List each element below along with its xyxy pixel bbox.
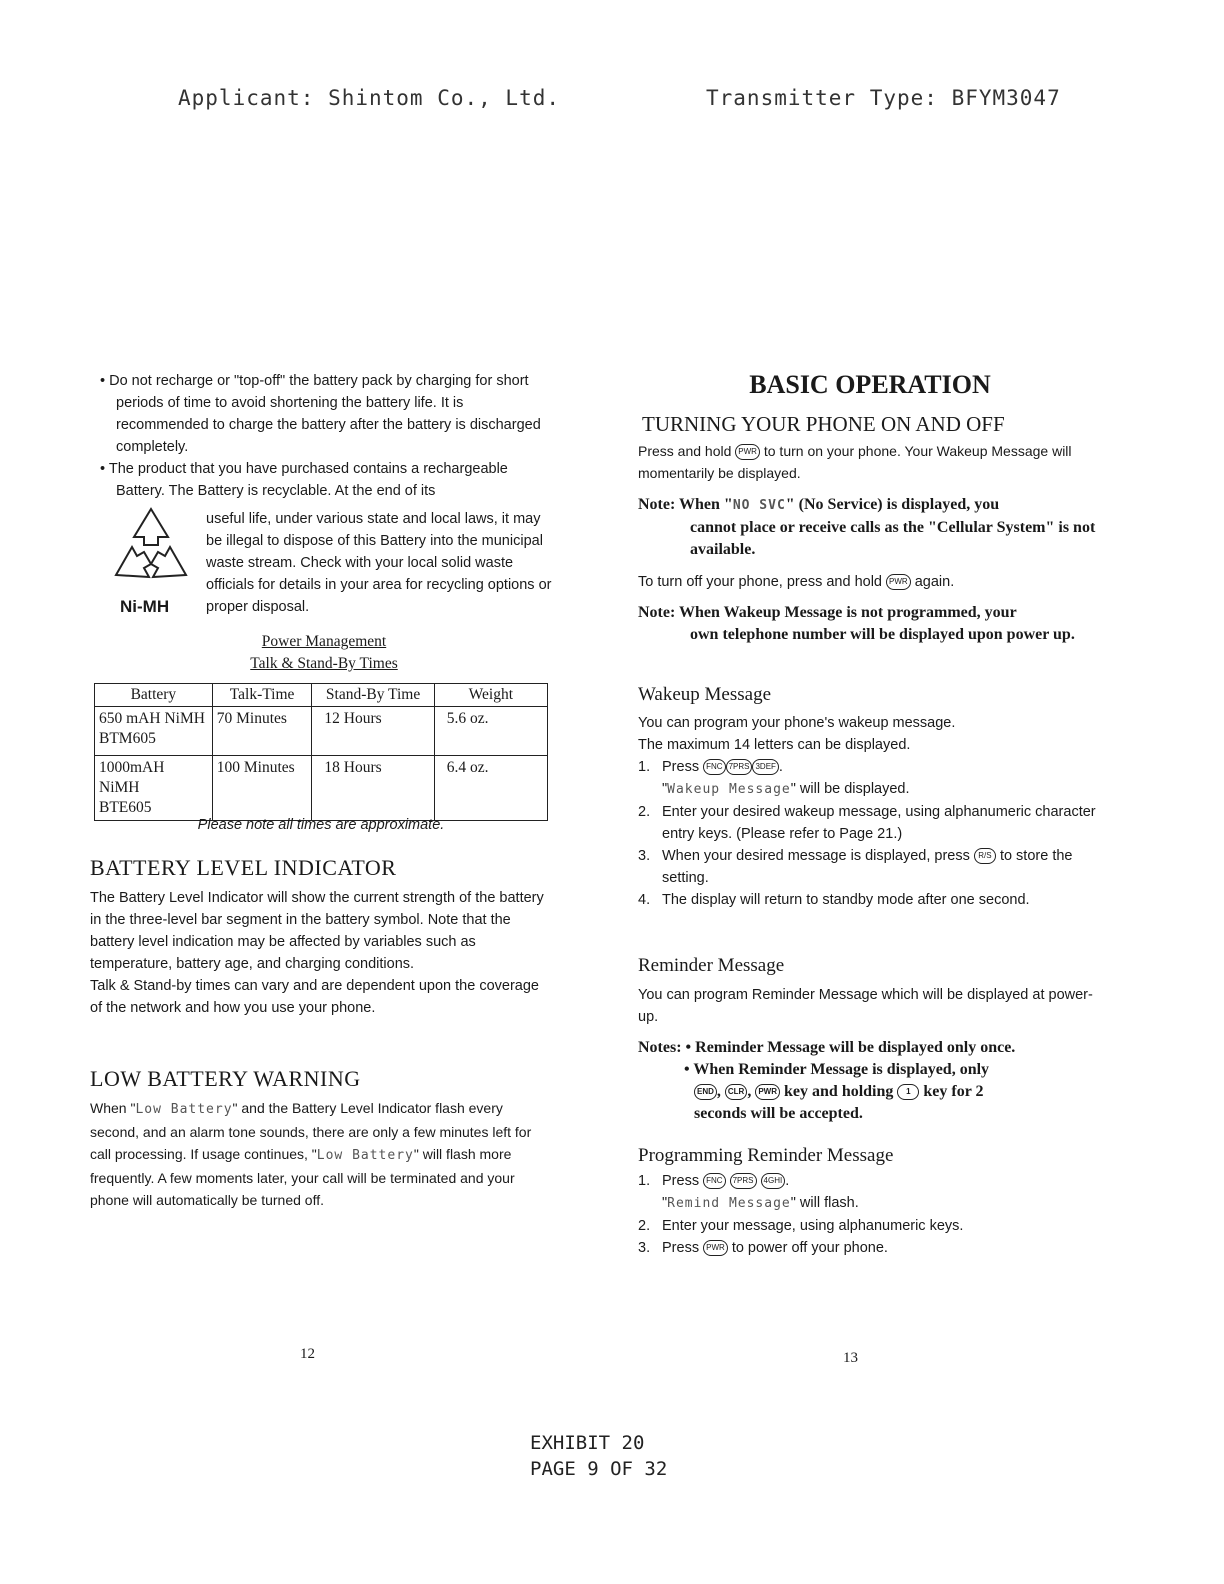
end-key-icon: END	[694, 1084, 717, 1100]
wakeup-text: You can program your phone's wakeup message. The maximum 14 letters can be displayed.	[638, 715, 956, 753]
power-title-line1: Power Management	[261, 633, 387, 650]
note-wakeup: Note: When Wakeup Message is not programmed, your own telephone number will be displayed upon power up.	[638, 604, 1075, 643]
page-number-left: 12	[300, 1346, 315, 1362]
lcd-low-battery-2: Low Battery	[316, 1148, 414, 1163]
low-battery-text: When "Low Battery" and the Battery Level Indicator flash every second, and an alarm tone sounds, there are only a few minutes left for call processing. If usage continues, "Low Battery" will flash more frequently. A few moments later, your call will be terminated and your phone will automatically be turned off.	[90, 1100, 532, 1208]
seven-key-icon: 7PRS	[726, 759, 753, 775]
three-key-icon: 3DEF	[752, 759, 778, 775]
header-battery: Battery	[95, 684, 213, 707]
battery-level-title: BATTERY LEVEL INDICATOR	[90, 855, 397, 880]
wakeup-steps	[638, 756, 1098, 911]
rs-key-icon: R/S	[974, 848, 996, 864]
header-weight: Weight	[434, 684, 547, 707]
table-row	[95, 707, 548, 756]
reminder-text: You can program Reminder Message which will be displayed at power-up.	[638, 987, 1093, 1025]
wakeup-title: Wakeup Message	[638, 684, 772, 705]
cell-standby: 18 Hours	[312, 756, 434, 821]
basic-operation-title: BASIC OPERATION	[749, 370, 991, 399]
list-item: 4. The display will return to standby mode after one second.	[638, 892, 1030, 908]
seven-key-icon: 7PRS	[730, 1173, 757, 1189]
low-battery-title: LOW BATTERY WARNING	[90, 1066, 361, 1091]
table-header-row	[95, 684, 548, 707]
cell-battery: 650 mAH NiMH BTM605	[95, 707, 213, 756]
four-key-icon: 4GHI	[761, 1173, 786, 1189]
battery-care-bullets	[100, 370, 560, 502]
cell-battery: 1000mAH NiMH BTE605	[95, 756, 213, 821]
list-item: 1. Press FNC 7PRS 4GHI . "Remind Message" will flash.	[638, 1173, 859, 1211]
bullet-recharge: • Do not recharge or "top-off" the battery pack by charging for short periods of time to avoid shortening the battery life. It is recommended to charge the battery after the battery is discharged completely.	[100, 373, 541, 455]
list-item: 2. Enter your message, using alphanumeric keys.	[638, 1218, 964, 1234]
approx-note: Please note all times are approximate.	[197, 817, 445, 833]
cell-talk: 100 Minutes	[212, 756, 312, 821]
battery-level-text: The Battery Level Indicator will show the current strength of the battery in the three-level bar segment in the battery symbol. Note that the battery level indication may be affected by variables such as temperature, battery age, and charging conditions. Talk & Stand-by times can vary and are dependent upon the coverage of the network and how you use your phone.	[90, 890, 544, 1016]
list-item: 3. When your desired message is displayed, press R/S to store the setting.	[638, 848, 1073, 886]
lcd-wakeup-message: Wakeup Message	[667, 782, 791, 797]
header-talk-time: Talk-Time	[212, 684, 312, 707]
turnoff-text: To turn off your phone, press and hold PWR again.	[638, 574, 955, 590]
programming-steps	[638, 1170, 1098, 1259]
power-title-line2: Talk & Stand-By Times	[250, 655, 398, 672]
list-item: 3. Press PWR to power off your phone.	[638, 1240, 888, 1256]
reminder-notes: Notes: • Reminder Message will be displayed only once. • When Reminder Message is displayed, only END , CLR , PWR key and holding 1 key for 2 seconds will be accepted.	[638, 1039, 1016, 1122]
power-management-title	[230, 631, 418, 675]
reminder-title: Reminder Message	[638, 955, 785, 976]
pwr-key-icon: PWR	[703, 1240, 728, 1256]
turning-title: TURNING YOUR PHONE ON AND OFF	[642, 412, 1005, 436]
cell-talk: 70 Minutes	[212, 707, 312, 756]
exhibit-line2: PAGE 9 OF 32	[530, 1458, 668, 1480]
list-item: 2. Enter your desired wakeup message, using alphanumeric character entry keys. (Please refer to Page 21.)	[638, 804, 1096, 842]
note-no-service: Note: When "NO SVC" (No Service) is displayed, you cannot place or receive calls as the "Cellular System" is not available.	[638, 496, 1096, 558]
exhibit-line1: EXHIBIT 20	[530, 1432, 645, 1454]
lcd-remind-message: Remind Message	[667, 1196, 791, 1211]
recycle-text: useful life, under various state and local laws, it may be illegal to dispose of this Battery into the municipal waste stream. Check with your local solid waste officials for details in your area for recycling options or proper disposal.	[206, 511, 552, 615]
page-number-right: 13	[843, 1350, 858, 1366]
cell-weight: 6.4 oz.	[434, 756, 547, 821]
nimh-label: Ni-MH	[120, 597, 170, 616]
pwr-key-icon: PWR	[886, 574, 911, 590]
transmitter-header: Transmitter Type: BFYM3047	[706, 86, 1061, 110]
cell-standby: 12 Hours	[312, 707, 434, 756]
clr-key-icon: CLR	[725, 1084, 747, 1100]
header-standby: Stand-By Time	[312, 684, 434, 707]
applicant-header: Applicant: Shintom Co., Ltd.	[178, 86, 561, 110]
table-row	[95, 756, 548, 821]
list-item: 1. Press FNC 7PRS 3DEF . "Wakeup Message" will be displayed.	[638, 759, 910, 797]
turning-text: Press and hold PWR to turn on your phone. Your Wakeup Message will momentarily be displayed.	[638, 443, 1072, 481]
bullet-recyclable: • The product that you have purchased contains a rechargeable Battery. The Battery is recyclable. At the end of its	[100, 461, 508, 499]
exhibit-label	[530, 1430, 667, 1482]
cell-weight: 5.6 oz.	[434, 707, 547, 756]
lcd-low-battery: Low Battery	[135, 1102, 233, 1117]
lcd-no-svc: NO SVC	[732, 498, 786, 513]
one-key-icon: 1	[897, 1084, 919, 1100]
fnc-key-icon: FNC	[703, 759, 725, 775]
battery-table	[94, 683, 548, 821]
pwr-key-icon: PWR	[735, 444, 760, 460]
programming-title: Programming Reminder Message	[638, 1145, 894, 1166]
pwr-key-icon: PWR	[755, 1084, 780, 1100]
fnc-key-icon: FNC	[703, 1173, 725, 1189]
